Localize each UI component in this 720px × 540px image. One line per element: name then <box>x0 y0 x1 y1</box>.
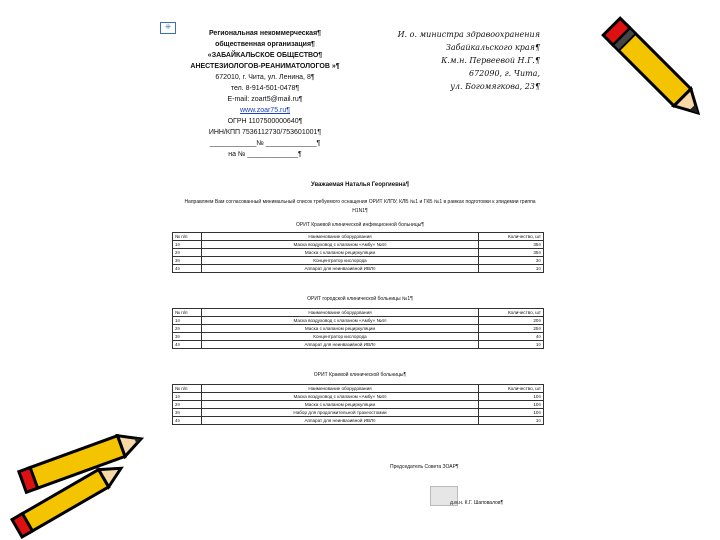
cell: 35¤ <box>479 241 544 249</box>
addressee-block <box>368 28 540 93</box>
cell: 1¤ <box>479 417 544 425</box>
cell: 2¤ <box>173 401 202 409</box>
cell: 3¤ <box>173 333 202 341</box>
greeting: Уважаемая Наталья Георгиевна¶ <box>310 182 410 188</box>
table-row <box>173 401 544 409</box>
cell: Набор для продолжительной трахеостомии <box>202 409 479 417</box>
table-row <box>173 257 544 265</box>
cell: Концентратор кислорода <box>202 333 479 341</box>
header-cell: № п/п <box>173 233 202 241</box>
table-row <box>173 393 544 401</box>
org-line: Региональная некоммерческая¶ <box>208 30 322 37</box>
signatory-name: д.м.н. К.Г. Шаповалов¶ <box>450 500 504 506</box>
org-email-text[interactable]: E-mail: zoart5@mail.ru¶ <box>227 96 303 103</box>
cell: 1¤ <box>173 393 202 401</box>
table-title: ОРИТ городской клинической больницы №1¶ <box>307 296 413 302</box>
header-cell: Наименование оборудования <box>202 309 479 317</box>
cell: 4¤ <box>173 265 202 273</box>
table-row <box>173 249 544 257</box>
cell: Маска с клапаном рециркуляции <box>202 325 479 333</box>
table-row <box>173 333 544 341</box>
cell: Маска воздуховод с клапаном «Амбу» №4¤ <box>202 317 479 325</box>
cell: 3¤ <box>173 257 202 265</box>
signatory-title: Председатель Совета ЗОАР¶ <box>390 464 459 470</box>
table-header-row <box>173 385 544 393</box>
cell: 1¤ <box>173 241 202 249</box>
header-cell: № п/п <box>173 385 202 393</box>
outgoing-number: ____________№ _____________¶ <box>209 140 321 147</box>
org-email <box>180 94 350 105</box>
table-row <box>173 341 544 349</box>
org-phone: тел. 8-914-501-0478¶ <box>230 85 300 92</box>
addressee-line: К.м.н. Первеевой Н.Г.¶ <box>441 56 540 65</box>
paste-options-icon[interactable]: ⁜ <box>160 22 176 34</box>
reply-number: на № _____________¶ <box>228 151 302 158</box>
cell: 3¤ <box>479 257 544 265</box>
pencil-clipart-bottom-left-2 <box>0 460 140 540</box>
cell: 4¤ <box>479 333 544 341</box>
cell: 20¤ <box>479 317 544 325</box>
cell: 4¤ <box>173 341 202 349</box>
org-ogrn: ОГРН 1107500000640¶ <box>227 118 303 125</box>
table-row <box>173 325 544 333</box>
equipment-table <box>172 232 544 273</box>
cell: 35¤ <box>479 249 544 257</box>
body-paragraph: Направляем Вам согласованный минимальный список требуемого оснащения ОРИТ КЛПУ, КЛБ №1 и ГКБ №1 в рамках подготовки к эпидемии гриппа H1N1¶ <box>184 199 536 214</box>
cell: 4¤ <box>173 417 202 425</box>
table-header-row <box>173 309 544 317</box>
cell: 1¤ <box>173 317 202 325</box>
org-website-link[interactable]: www.zoar75.ru¶ <box>239 107 291 114</box>
table-row <box>173 317 544 325</box>
table-title: ОРИТ Краевой клинической больницы¶ <box>313 372 407 378</box>
addressee-line: И. о. министра здравоохранения <box>397 30 540 39</box>
cell: 25¤ <box>479 325 544 333</box>
cell: Аппарат для неинвазивной ИВЛ¤ <box>202 417 479 425</box>
header-cell: № п/п <box>173 309 202 317</box>
cell: Аппарат для неинвазивной ИВЛ¤ <box>202 341 479 349</box>
table-row <box>173 417 544 425</box>
cell: 1¤ <box>479 341 544 349</box>
addressee-line: ул. Богомягкова, 23¶ <box>450 82 540 91</box>
letter-document <box>160 18 560 528</box>
addressee-line: 672090, г. Чита, <box>469 69 540 78</box>
table-row <box>173 409 544 417</box>
header-cell: Наименование оборудования <box>202 233 479 241</box>
header-cell: Количество, шт <box>479 309 544 317</box>
cell: 10¤ <box>479 409 544 417</box>
equipment-table <box>172 308 544 349</box>
cell: 10¤ <box>479 401 544 409</box>
cell: Маска с клапаном рециркуляции <box>202 401 479 409</box>
cell: 2¤ <box>173 249 202 257</box>
table-row <box>173 241 544 249</box>
pencil-clipart-top-right <box>585 0 720 135</box>
org-line: «ЗАБАЙКАЛЬСКОЕ ОБЩЕСТВО¶ <box>207 52 323 59</box>
org-inn: ИНН/КПП 7536112730/753601001¶ <box>208 129 322 136</box>
org-address: 672010, г. Чита, ул. Ленина, 8¶ <box>215 74 315 81</box>
organization-header <box>180 28 350 160</box>
cell: 1¤ <box>479 265 544 273</box>
header-cell: Количество, шт <box>479 233 544 241</box>
cell: Маска с клапаном рециркуляции <box>202 249 479 257</box>
equipment-table <box>172 384 544 425</box>
cell: Аппарат для неинвазивной ИВЛ¤ <box>202 265 479 273</box>
header-cell: Количество, шт <box>479 385 544 393</box>
cell: Концентратор кислорода <box>202 257 479 265</box>
cell: 10¤ <box>479 393 544 401</box>
table-title: ОРИТ Краевой клинической инфекционной больницы¶ <box>296 222 424 228</box>
cell: 2¤ <box>173 325 202 333</box>
org-line: общественная организация¶ <box>215 41 315 48</box>
table-header-row <box>173 233 544 241</box>
cell: Маска воздуховод с клапаном «Амбу» №4¤ <box>202 393 479 401</box>
org-line: АНЕСТЕЗИОЛОГОВ-РЕАНИМАТОЛОГОВ »¶ <box>190 63 340 70</box>
cell: Маска воздуховод с клапаном «Амбу» №4¤ <box>202 241 479 249</box>
table-row <box>173 265 544 273</box>
header-cell: Наименование оборудования <box>202 385 479 393</box>
cell: 3¤ <box>173 409 202 417</box>
addressee-line: Забайкальского края¶ <box>445 43 540 52</box>
